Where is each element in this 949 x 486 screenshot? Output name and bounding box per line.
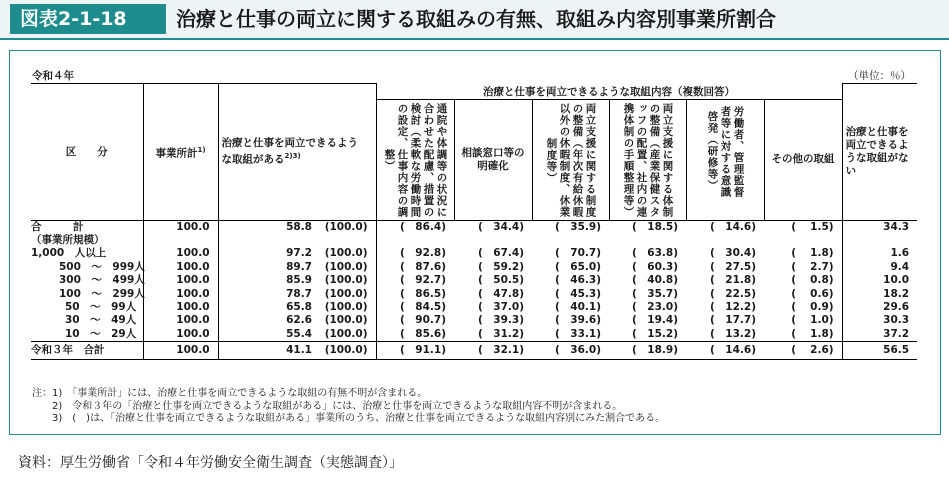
cell-content-2	[454, 234, 532, 247]
row-label: （事業所規模）	[31, 233, 105, 246]
cell-content-4: ( 40.8)	[631, 274, 678, 287]
cell-content-2: ( 34.4)	[477, 220, 524, 233]
cell-content-1: ( 85.6)	[376, 328, 454, 342]
header-content-6: その他の取組	[764, 99, 842, 220]
row-label: 50 ～ 99人	[65, 300, 137, 313]
figure-header	[0, 0, 949, 40]
cell-with: 58.8	[218, 220, 320, 234]
cell-base: (100.0)	[324, 314, 368, 327]
cell-content-3: ( 33.1)	[554, 327, 601, 340]
cell-content-1: ( 92.7)	[376, 274, 454, 287]
cell-content-3: ( 65.0)	[554, 260, 601, 273]
cell-content-1: ( 91.1)	[376, 342, 454, 360]
cell-total: 100.0	[143, 301, 218, 314]
cell-total: 100.0	[143, 220, 218, 234]
cell-content-4: ( 15.2)	[631, 327, 678, 340]
row-label: 令和３年 合計	[31, 342, 143, 360]
cell-none: 56.5	[842, 342, 917, 360]
cell-content-1: ( 86.5)	[376, 288, 454, 301]
cell-content-2: ( 37.0)	[477, 300, 524, 313]
figure-title: 治療と仕事の両立に関する取組みの有無、取組み内容別事業所割合	[176, 7, 776, 31]
table-unit: （単位：％）	[848, 70, 911, 82]
header-total-establishments: 事業所計$^{1)}$	[143, 84, 218, 221]
cell-base: (100.0)	[324, 287, 368, 300]
row-label: 100 ～ 299人	[59, 287, 145, 300]
cell-total: 100.0	[143, 328, 218, 342]
cell-content-6: ( 0.8)	[791, 274, 834, 287]
cell-content-4	[609, 234, 686, 247]
cell-none: 10.0	[842, 274, 917, 287]
cell-with: 97.2	[218, 247, 320, 260]
cell-none: 29.6	[842, 301, 917, 314]
cell-content-4: ( 60.3)	[631, 260, 678, 273]
cell-content-6: ( 2.7)	[791, 260, 834, 273]
cell-none: 37.2	[842, 328, 917, 342]
note-3: 3) ( )は、「治療と仕事を両立できるような取組がある」事業所のうち、治療と仕事を両立できるような取組内容別にみた割合である。	[32, 413, 666, 424]
cell-content-4: ( 18.5)	[631, 220, 678, 233]
header-content-5: 労働者、管理監督者等に対する意識啓発（研修等）	[686, 99, 764, 220]
cell-with: 85.9	[218, 274, 320, 287]
table-row	[31, 314, 917, 327]
cell-content-6: ( 1.8)	[791, 247, 834, 260]
cell-base: (100.0)	[324, 327, 368, 340]
cell-total: 100.0	[143, 247, 218, 260]
cell-content-5: ( 14.6)	[686, 342, 764, 360]
row-label: 10 ～ 29人	[65, 327, 137, 340]
source-citation: 資料：厚生労働省「令和４年労働安全衛生調査（実態調査）」	[18, 455, 403, 471]
cell-content-3: ( 45.3)	[554, 287, 601, 300]
cell-base: (100.0)	[324, 274, 368, 287]
cell-content-3: ( 70.7)	[554, 247, 601, 260]
cell-content-1: ( 87.6)	[376, 261, 454, 274]
cell-none: 34.3	[842, 220, 917, 234]
cell-base: (100.0)	[324, 247, 368, 260]
cell-content-3: ( 36.0)	[532, 342, 609, 360]
cell-with: 41.1	[218, 342, 320, 360]
cell-content-6: ( 2.6)	[764, 342, 842, 360]
header-category: 区 分	[31, 84, 143, 221]
header-no-initiatives: 治療と仕事を両立できるような取組がない	[842, 84, 917, 221]
cell-base: (100.0)	[324, 220, 368, 233]
cell-content-3	[532, 234, 609, 247]
cell-content-6: ( 1.5)	[791, 220, 834, 233]
cell-content-3: ( 35.9)	[554, 220, 601, 233]
cell-content-2: ( 39.3)	[477, 314, 524, 327]
note-1: 注：1) 「事業所計」には、治療と仕事を両立できるような取組の有無不明が含まれる。	[32, 388, 428, 399]
cell-content-2: ( 31.2)	[477, 327, 524, 340]
cell-content-3: ( 40.1)	[554, 300, 601, 313]
table-row-previous-year	[31, 342, 917, 360]
cell-none	[842, 234, 917, 247]
cell-base: (100.0)	[320, 342, 376, 360]
cell-content-3: ( 46.3)	[554, 274, 601, 287]
cell-content-2: ( 59.2)	[477, 260, 524, 273]
row-label: 1,000 人以上	[31, 247, 107, 260]
cell-none: 18.2	[842, 288, 917, 301]
table-row	[31, 220, 917, 234]
table-row	[31, 274, 917, 287]
cell-content-3: ( 39.6)	[554, 314, 601, 327]
cell-none: 30.3	[842, 314, 917, 327]
row-label: 合 計	[31, 220, 84, 233]
header-content-1: 通院や体調等の状況に合わせた配慮、措置の検討（柔軟な労働時間の設定、仕事内容の調整）	[376, 99, 454, 220]
header-divider	[0, 38, 949, 40]
cell-base: (100.0)	[324, 300, 368, 313]
cell-with: 55.4	[218, 328, 320, 342]
header-content-4: 両立支援に関する体制の整備（産業保健スタッフの配置、社内の連携体制の手順整理等）	[609, 99, 686, 220]
cell-content-6	[764, 234, 842, 247]
row-label: 30 ～ 49人	[65, 314, 137, 327]
table-row	[31, 328, 917, 342]
cell-content-5: ( 27.5)	[709, 260, 756, 273]
table-notes	[32, 388, 665, 426]
table-row	[31, 261, 917, 274]
data-table	[31, 83, 917, 360]
cell-content-5: ( 13.2)	[709, 327, 756, 340]
table-row	[31, 288, 917, 301]
row-label: 300 ～ 499人	[59, 274, 145, 287]
cell-total: 100.0	[143, 274, 218, 287]
table-row	[31, 301, 917, 314]
cell-with: 62.6	[218, 314, 320, 327]
cell-total: 100.0	[143, 314, 218, 327]
cell-content-1: ( 92.8)	[376, 247, 454, 260]
header-with-initiatives: 治療と仕事を両立できるような取組がある$^{2)3)}$	[218, 84, 376, 221]
cell-content-6: ( 0.9)	[791, 300, 834, 313]
cell-content-1: ( 90.7)	[376, 314, 454, 327]
cell-with: 65.8	[218, 301, 320, 314]
cell-with: 78.7	[218, 288, 320, 301]
header-row-top	[31, 84, 917, 100]
table-year: 令和４年	[32, 70, 74, 82]
cell-content-5: ( 12.2)	[709, 300, 756, 313]
cell-content-4: ( 63.8)	[631, 247, 678, 260]
cell-total: 100.0	[143, 342, 218, 360]
cell-content-4: ( 18.9)	[609, 342, 686, 360]
cell-base	[320, 234, 376, 247]
cell-total: 100.0	[143, 288, 218, 301]
cell-content-4: ( 35.7)	[631, 287, 678, 300]
cell-content-4: ( 23.0)	[631, 300, 678, 313]
cell-content-6: ( 1.0)	[791, 314, 834, 327]
table-row	[31, 247, 917, 260]
cell-none: 1.6	[842, 247, 917, 260]
cell-content-4: ( 19.4)	[631, 314, 678, 327]
cell-content-5	[686, 234, 764, 247]
cell-content-1	[376, 234, 454, 247]
cell-content-2: ( 50.5)	[477, 274, 524, 287]
cell-with: 89.7	[218, 261, 320, 274]
cell-content-2: ( 47.8)	[477, 287, 524, 300]
row-label: 500 ～ 999人	[59, 260, 145, 273]
cell-content-1: ( 84.5)	[376, 301, 454, 314]
cell-content-2: ( 67.4)	[477, 247, 524, 260]
header-content-3: 両立支援に関する制度の整備（年次有給休暇以外の休暇制度、休業制度等）	[532, 99, 609, 220]
cell-total	[143, 234, 218, 247]
cell-content-1: ( 86.4)	[376, 220, 454, 234]
cell-content-6: ( 1.8)	[791, 327, 834, 340]
header-content-2: 相談窓口等の明確化	[454, 99, 532, 220]
cell-total: 100.0	[143, 261, 218, 274]
cell-content-2: ( 32.1)	[454, 342, 532, 360]
cell-content-5: ( 30.4)	[709, 247, 756, 260]
note-2: 2) 令和３年の「治療と仕事を両立できるような取組がある」には、治療と仕事を両立できるような取組内容不明が含まれる。	[32, 400, 623, 412]
cell-content-5: ( 21.8)	[709, 274, 756, 287]
cell-none: 9.4	[842, 261, 917, 274]
cell-content-5: ( 22.5)	[709, 287, 756, 300]
header-initiative-group: 治療と仕事を両立できるような取組内容（複数回答）	[376, 84, 842, 100]
cell-content-5: ( 17.7)	[709, 314, 756, 327]
table-row	[31, 234, 917, 247]
cell-with	[218, 234, 320, 247]
cell-content-5: ( 14.6)	[709, 220, 756, 233]
cell-base: (100.0)	[324, 260, 368, 273]
figure-label: 図表2-1-18	[10, 4, 166, 34]
cell-content-6: ( 0.6)	[791, 287, 834, 300]
